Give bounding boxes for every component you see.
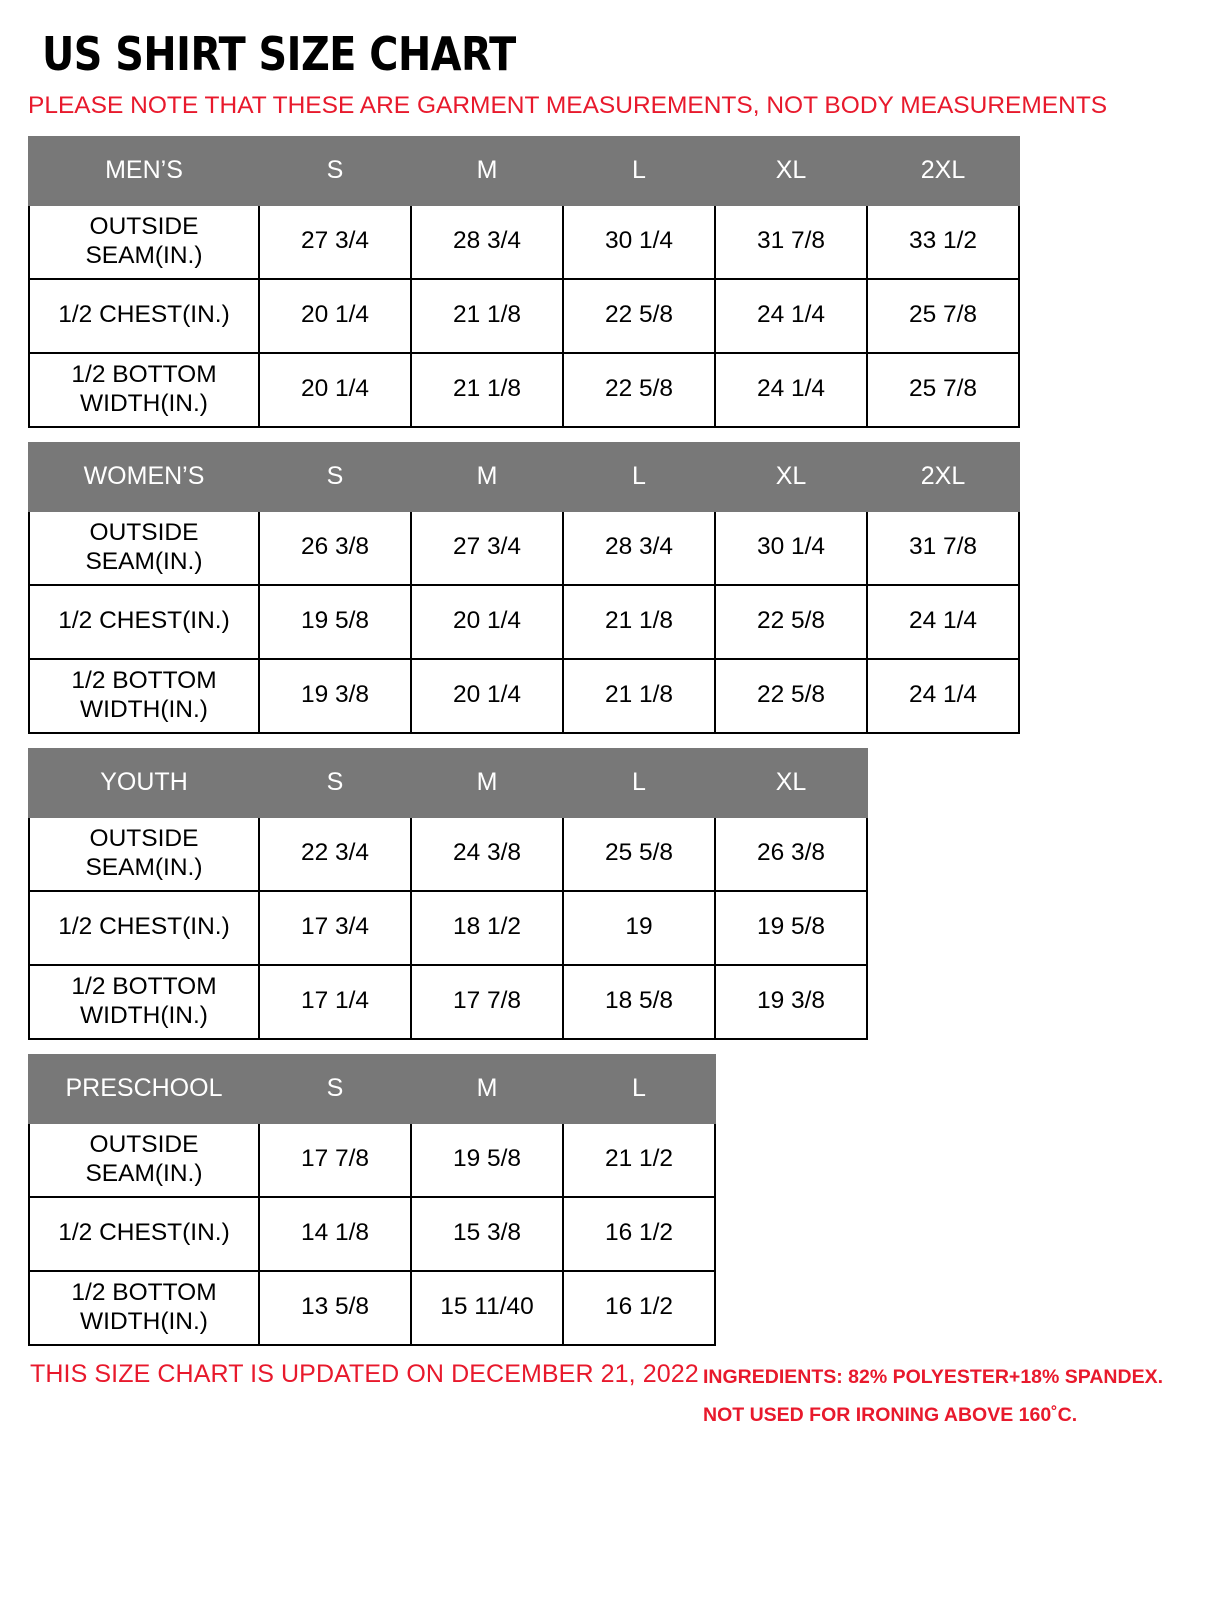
header-size-xl: XL <box>715 443 867 511</box>
cell-value: 22 5/8 <box>563 353 715 427</box>
cell-value: 21 1/8 <box>411 353 563 427</box>
header-category-mens: MEN’S <box>29 137 259 205</box>
cell-value: 30 1/4 <box>563 205 715 279</box>
cell-value: 21 1/8 <box>563 659 715 733</box>
header-category-womens: WOMEN’S <box>29 443 259 511</box>
cell-value: 28 3/4 <box>411 205 563 279</box>
header-size-2xl: 2XL <box>867 137 1019 205</box>
row-label: OUTSIDE SEAM(IN.) <box>29 817 259 891</box>
table-row <box>29 353 1019 427</box>
cell-value: 18 5/8 <box>563 965 715 1039</box>
cell-value: 26 3/8 <box>715 817 867 891</box>
header-size-xl: XL <box>715 749 867 817</box>
header-size-l: L <box>563 749 715 817</box>
cell-value: 17 7/8 <box>259 1123 411 1197</box>
header-size-2xl: 2XL <box>867 443 1019 511</box>
header-size-m: M <box>411 443 563 511</box>
table-row <box>29 891 867 965</box>
cell-value: 14 1/8 <box>259 1197 411 1271</box>
ingredients-line-2: NOT USED FOR IRONING ABOVE 160˚C. <box>703 1404 1078 1427</box>
header-category-preschool: PRESCHOOL <box>29 1055 259 1123</box>
table-preschool <box>28 1054 716 1346</box>
cell-value: 31 7/8 <box>715 205 867 279</box>
cell-value: 30 1/4 <box>715 511 867 585</box>
table-row <box>29 511 1019 585</box>
cell-value: 24 1/4 <box>715 279 867 353</box>
cell-value: 20 1/4 <box>411 585 563 659</box>
cell-value: 18 1/2 <box>411 891 563 965</box>
cell-value: 21 1/8 <box>411 279 563 353</box>
cell-value: 15 11/40 <box>411 1271 563 1345</box>
cell-value: 19 5/8 <box>411 1123 563 1197</box>
table-youth <box>28 748 868 1040</box>
cell-value: 33 1/2 <box>867 205 1019 279</box>
cell-value: 16 1/2 <box>563 1271 715 1345</box>
header-size-m: M <box>411 137 563 205</box>
row-label: OUTSIDE SEAM(IN.) <box>29 205 259 279</box>
table-row <box>29 585 1019 659</box>
cell-value: 25 7/8 <box>867 353 1019 427</box>
header-size-s: S <box>259 137 411 205</box>
row-label: 1/2 CHEST(IN.) <box>29 1197 259 1271</box>
table-row <box>29 1123 715 1197</box>
page-title: US SHIRT SIZE CHART <box>42 27 516 81</box>
table-row <box>29 205 1019 279</box>
table-row <box>29 1271 715 1345</box>
cell-value: 20 1/4 <box>259 353 411 427</box>
cell-value: 24 1/4 <box>867 585 1019 659</box>
cell-value: 19 3/8 <box>259 659 411 733</box>
cell-value: 20 1/4 <box>411 659 563 733</box>
row-label: 1/2 CHEST(IN.) <box>29 891 259 965</box>
cell-value: 20 1/4 <box>259 279 411 353</box>
header-category-youth: YOUTH <box>29 749 259 817</box>
table-header-row <box>29 749 867 817</box>
cell-value: 27 3/4 <box>259 205 411 279</box>
header-size-l: L <box>563 443 715 511</box>
table-header-row <box>29 1055 715 1123</box>
cell-value: 19 3/8 <box>715 965 867 1039</box>
table-header-row <box>29 443 1019 511</box>
measurement-note: PLEASE NOTE THAT THESE ARE GARMENT MEASUREMENTS, NOT BODY MEASUREMENTS <box>28 92 1108 120</box>
table-row <box>29 817 867 891</box>
cell-value: 17 1/4 <box>259 965 411 1039</box>
cell-value: 21 1/8 <box>563 585 715 659</box>
header-size-l: L <box>563 1055 715 1123</box>
row-label: 1/2 BOTTOM WIDTH(IN.) <box>29 965 259 1039</box>
table-row <box>29 965 867 1039</box>
cell-value: 17 3/4 <box>259 891 411 965</box>
cell-value: 13 5/8 <box>259 1271 411 1345</box>
header-size-s: S <box>259 1055 411 1123</box>
row-label: 1/2 BOTTOM WIDTH(IN.) <box>29 353 259 427</box>
row-label: 1/2 CHEST(IN.) <box>29 585 259 659</box>
cell-value: 22 5/8 <box>563 279 715 353</box>
header-size-m: M <box>411 749 563 817</box>
cell-value: 25 7/8 <box>867 279 1019 353</box>
cell-value: 21 1/2 <box>563 1123 715 1197</box>
cell-value: 26 3/8 <box>259 511 411 585</box>
cell-value: 24 3/8 <box>411 817 563 891</box>
ingredients-note <box>703 1358 1203 1434</box>
cell-value: 25 5/8 <box>563 817 715 891</box>
cell-value: 22 5/8 <box>715 659 867 733</box>
cell-value: 19 5/8 <box>715 891 867 965</box>
ingredients-line-1: INGREDIENTS: 82% POLYESTER+18% SPANDEX. <box>703 1366 1164 1388</box>
updated-note: THIS SIZE CHART IS UPDATED ON DECEMBER 21, 2022 <box>30 1359 699 1388</box>
row-label: 1/2 CHEST(IN.) <box>29 279 259 353</box>
table-womens <box>28 442 1020 734</box>
table-mens <box>28 136 1020 428</box>
cell-value: 19 5/8 <box>259 585 411 659</box>
header-size-m: M <box>411 1055 563 1123</box>
cell-value: 27 3/4 <box>411 511 563 585</box>
table-row <box>29 279 1019 353</box>
table-header-row <box>29 137 1019 205</box>
cell-value: 15 3/8 <box>411 1197 563 1271</box>
cell-value: 22 5/8 <box>715 585 867 659</box>
row-label: 1/2 BOTTOM WIDTH(IN.) <box>29 1271 259 1345</box>
header-size-s: S <box>259 749 411 817</box>
row-label: OUTSIDE SEAM(IN.) <box>29 511 259 585</box>
cell-value: 17 7/8 <box>411 965 563 1039</box>
cell-value: 28 3/4 <box>563 511 715 585</box>
cell-value: 31 7/8 <box>867 511 1019 585</box>
table-row <box>29 659 1019 733</box>
cell-value: 16 1/2 <box>563 1197 715 1271</box>
cell-value: 24 1/4 <box>715 353 867 427</box>
header-size-xl: XL <box>715 137 867 205</box>
row-label: 1/2 BOTTOM WIDTH(IN.) <box>29 659 259 733</box>
row-label: OUTSIDE SEAM(IN.) <box>29 1123 259 1197</box>
table-row <box>29 1197 715 1271</box>
header-size-s: S <box>259 443 411 511</box>
header-size-l: L <box>563 137 715 205</box>
cell-value: 19 <box>563 891 715 965</box>
cell-value: 24 1/4 <box>867 659 1019 733</box>
cell-value: 22 3/4 <box>259 817 411 891</box>
